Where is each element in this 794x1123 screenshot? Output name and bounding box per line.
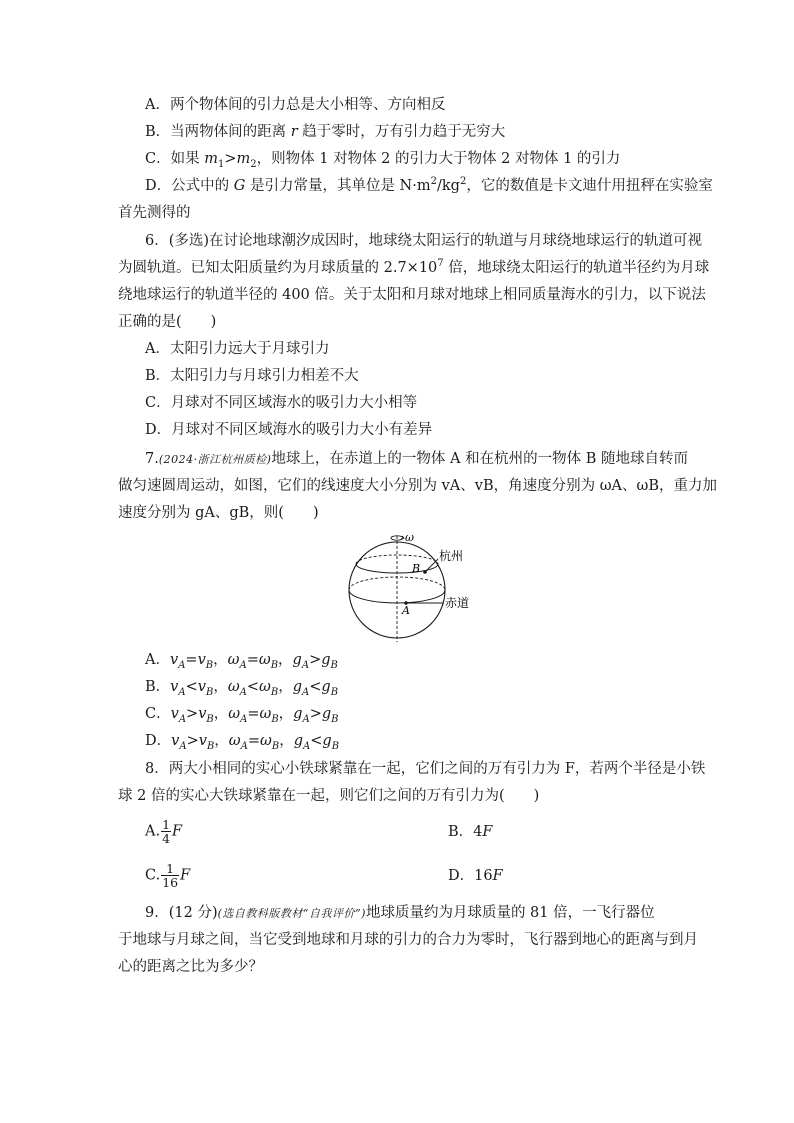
- q5-option-d-continued: 首先测得的: [118, 205, 191, 221]
- q8-option-a: A. $\frac{1}{4}$ F: [145, 817, 183, 846]
- q7-option-c: C．$v_A>v_B$，$\omega_A=\omega_B$，$g_A>g_B$: [145, 706, 339, 725]
- q6-option-c: C．月球对不同区域海水的吸引力大小相等: [145, 395, 418, 411]
- q7-source: (2024·浙江杭州质检): [158, 453, 272, 466]
- q8-stem-line1: 8．两大小相同的实心小铁球紧靠在一起，它们之间的万有引力为 F，若两个半径是小铁: [145, 761, 706, 777]
- q6-stem-line3: 绕地球运行的轨道半径的 400 倍。关于太阳和月球对地球上相同质量海水的引力，以下说法: [118, 287, 706, 303]
- point-a-label: A: [402, 604, 410, 617]
- q5-option-b: B．当两物体间的距离 r 趋于零时，万有引力趋于无穷大: [145, 124, 506, 140]
- q5-option-c: C．如果 $m_1>m_2$，则物体 1 对物体 2 的引力大于物体 2 对物体 1 的引力: [145, 151, 621, 170]
- q9-stem-line3: 心的距离之比为多少？: [118, 959, 263, 975]
- omega-label: ω: [405, 532, 414, 544]
- q6-option-a: A．太阳引力远大于月球引力: [145, 341, 330, 357]
- q9-source: (选自教科版教材“自我评价”): [217, 907, 366, 920]
- equator-label: 赤道: [445, 596, 470, 610]
- q7-stem-line2: 做匀速圆周运动，如图，它们的线速度大小分别为 vA、vB，角速度分别为 ωA、ωB，重力加: [118, 478, 717, 494]
- q8-option-d: D．16F: [448, 868, 503, 884]
- q9-stem-line1: 9．(12 分)(选自教科版教材“自我评价”)地球质量约为月球质量的 81 倍，一飞行器位: [145, 905, 655, 921]
- point-b-label: B: [412, 562, 421, 575]
- q6-stem-line1: 6．(多选)在讨论地球潮汐成因时，地球绕太阳运行的轨道与月球绕地球运行的轨道可视: [145, 233, 703, 249]
- q8-option-c: C. $\frac{1}{16}$ F: [145, 861, 191, 890]
- q8-option-b: B．4F: [448, 824, 493, 840]
- q7-stem-line1: 7.(2024·浙江杭州质检)地球上，在赤道上的一物体 A 和在杭州的一物体 B 随地球自转而: [145, 451, 688, 467]
- q8-stem-line2: 球 2 倍的实心大铁球紧靠在一起，则它们之间的万有引力为( ): [118, 788, 540, 804]
- q6-option-d: D．月球对不同区域海水的吸引力大小有差异: [145, 422, 433, 438]
- q9-stem-line2: 于地球与月球之间，当它受到地球和月球的引力的合力为零时，飞行器到地心的距离与到月: [118, 932, 698, 948]
- q7-option-b: B．$v_A<v_B$，$\omega_A<\omega_B$，$g_A<g_B$: [145, 679, 339, 698]
- q7-option-d: D．$v_A>v_B$，$\omega_A=\omega_B$，$g_A<g_B$: [145, 733, 340, 752]
- q7-option-a: A．$v_A=v_B$，$\omega_A=\omega_B$，$g_A>g_B$: [145, 652, 338, 671]
- q6-option-b: B．太阳引力与月球引力相差不大: [145, 368, 359, 384]
- earth-rotation-figure: [345, 532, 485, 642]
- q7-stem-line3: 速度分别为 gA、gB，则( ): [118, 505, 319, 521]
- q5-option-a: A．两个物体间的引力总是大小相等、方向相反: [145, 97, 446, 113]
- q6-stem-line4: 正确的是( ): [118, 314, 217, 330]
- q5-option-d: D．公式中的 G 是引力常量，其单位是 $N\cdot m^2/kg^2$，它的数值是卡文迪什用扭秤在实验室: [145, 176, 713, 194]
- hangzhou-label: 杭州: [439, 549, 464, 563]
- q6-stem-line2: 为圆轨道。已知太阳质量约为月球质量的 $2.7\times 10^7$ 倍，地球绕太阳运行的轨道半径约为月球: [118, 258, 710, 276]
